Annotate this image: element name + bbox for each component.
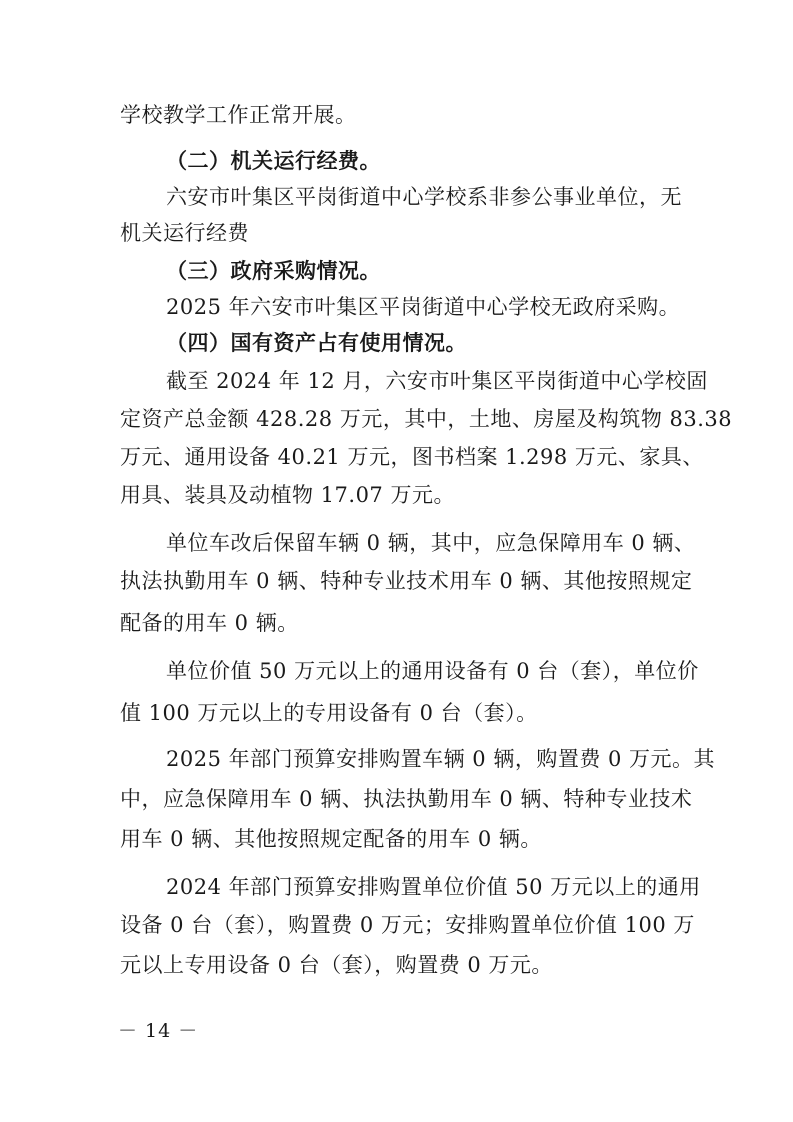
body-text-line: 2025 年六安市叶集区平岗街道中心学校无政府采购。 [166,295,681,319]
body-text-line: 用车 0 辆、其他按照规定配备的用车 0 辆。 [120,827,542,851]
body-text-line: 2025 年部门预算安排购置车辆 0 辆，购置费 0 万元。其 [166,747,716,771]
body-text-line: 学校教学工作正常开展。 [120,103,357,127]
body-text-line: 万元、通用设备 40.21 万元，图书档案 1.298 万元、家具、 [120,445,704,469]
body-text-line: 值 100 万元以上的专用设备有 0 台（套）。 [120,701,538,725]
body-text-line: 机关运行经费 [120,221,249,245]
section-heading: （四）国有资产占有使用情况。 [166,330,467,355]
section-heading: （二）机关运行经费。 [166,148,381,173]
body-text-line: 配备的用车 0 辆。 [120,611,299,635]
body-text-line: 元以上专用设备 0 台（套），购置费 0 万元。 [120,953,553,977]
body-text-line: 定资产总金额 428.28 万元，其中，土地、房屋及构筑物 83.38 [120,407,733,431]
body-text-line: 截至 2024 年 12 月，六安市叶集区平岗街道中心学校固 [166,369,708,393]
body-text-line: 用具、装具及动植物 17.07 万元。 [120,483,455,507]
body-text-line: 单位车改后保留车辆 0 辆，其中，应急保障用车 0 辆、 [166,531,696,555]
body-text-line: 设备 0 台（套），购置费 0 万元；安排购置单位价值 100 万 [120,913,695,937]
page-number: － 14 － [118,1020,199,1042]
section-heading: （三）政府采购情况。 [166,258,381,283]
body-text-line: 单位价值 50 万元以上的通用设备有 0 台（套），单位价 [166,659,699,683]
body-text-line: 中，应急保障用车 0 辆、执法执勤用车 0 辆、特种专业技术 [120,787,693,811]
body-text-line: 2024 年部门预算安排购置单位价值 50 万元以上的通用 [166,875,701,899]
body-text-line: 执法执勤用车 0 辆、特种专业技术用车 0 辆、其他按照规定 [120,569,693,593]
body-text-line: 六安市叶集区平岗街道中心学校系非参公事业单位，无 [166,185,682,209]
